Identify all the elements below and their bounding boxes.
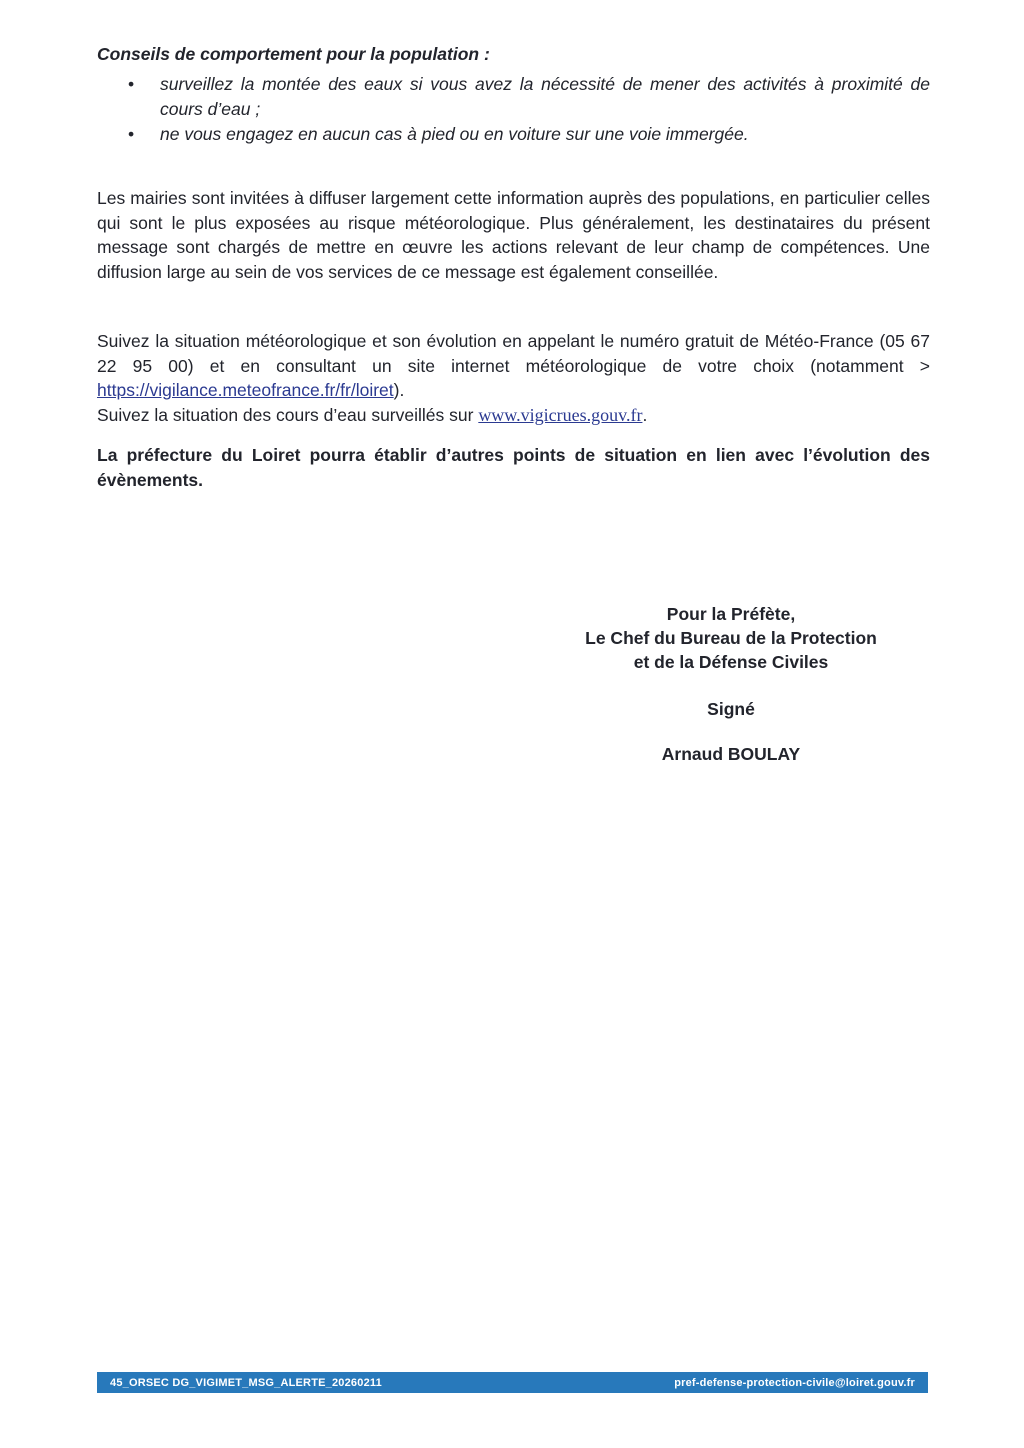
paragraph-vigicrues [97, 403, 930, 428]
paragraph-meteo [97, 329, 930, 403]
list-item [97, 122, 930, 147]
bullet-icon: • [128, 124, 135, 144]
paragraph-meteo-text: Suivez la situation météorologique et son évolution en appelant le numéro gratuit de Météo-France (05 67 22 95 00) et en consultant un site internet météorologique de votre choix (notamment > [97, 331, 930, 376]
signature-block [531, 602, 931, 766]
vigicrues-link[interactable]: www.vigicrues.gouv.fr [478, 405, 643, 425]
vigilance-meteofrance-link[interactable]: https://vigilance.meteofrance.fr/fr/loiret [97, 380, 394, 400]
advice-item-text: surveillez la montée des eaux si vous avez la nécessité de mener des activités à proximité de cours d’eau ; [160, 74, 930, 119]
footer-bar [97, 1372, 928, 1393]
signed-label: Signé [707, 699, 755, 719]
signatory-name: Arnaud BOULAY [661, 744, 801, 764]
advice-section [97, 42, 930, 147]
advice-list [97, 72, 930, 147]
signature-role-line: Le Chef du Bureau de la Protection [585, 628, 877, 648]
signature-role-line: et de la Défense Civiles [633, 652, 829, 672]
list-item [97, 72, 930, 122]
footer-contact-email: pref-defense-protection-civile@loiret.gouv.fr [674, 1376, 915, 1389]
signature-role-line: Pour la Préfète, [666, 604, 796, 624]
paragraph-meteo-text-end: ). [393, 380, 405, 400]
advice-heading: Conseils de comportement pour la population : [97, 44, 490, 64]
advice-item-text: ne vous engagez en aucun cas à pied ou en voiture sur une voie immergée. [160, 124, 749, 144]
footer-document-reference: 45_ORSEC DG_VIGIMET_MSG_ALERTE_20260211 [110, 1376, 382, 1389]
bullet-icon: • [128, 74, 135, 94]
paragraph-mairies: Les mairies sont invitées à diffuser largement cette information auprès des populations, en particulier celles qui sont le plus exposées au risque météorologique. Plus généralement, les destinataires du présent message sont chargés de mettre en œuvre les actions relevant de leur champ de compétences. Une diffusion large au sein de vos services de ce message est également conseillée. [97, 188, 930, 282]
paragraph-vigicrues-text-end: . [642, 405, 648, 425]
paragraph-vigicrues-text: Suivez la situation des cours d’eau surveillés sur [97, 405, 479, 425]
paragraph-prefecture: La préfecture du Loiret pourra établir d’autres points de situation en lien avec l’évolution des évènements. [97, 445, 930, 490]
